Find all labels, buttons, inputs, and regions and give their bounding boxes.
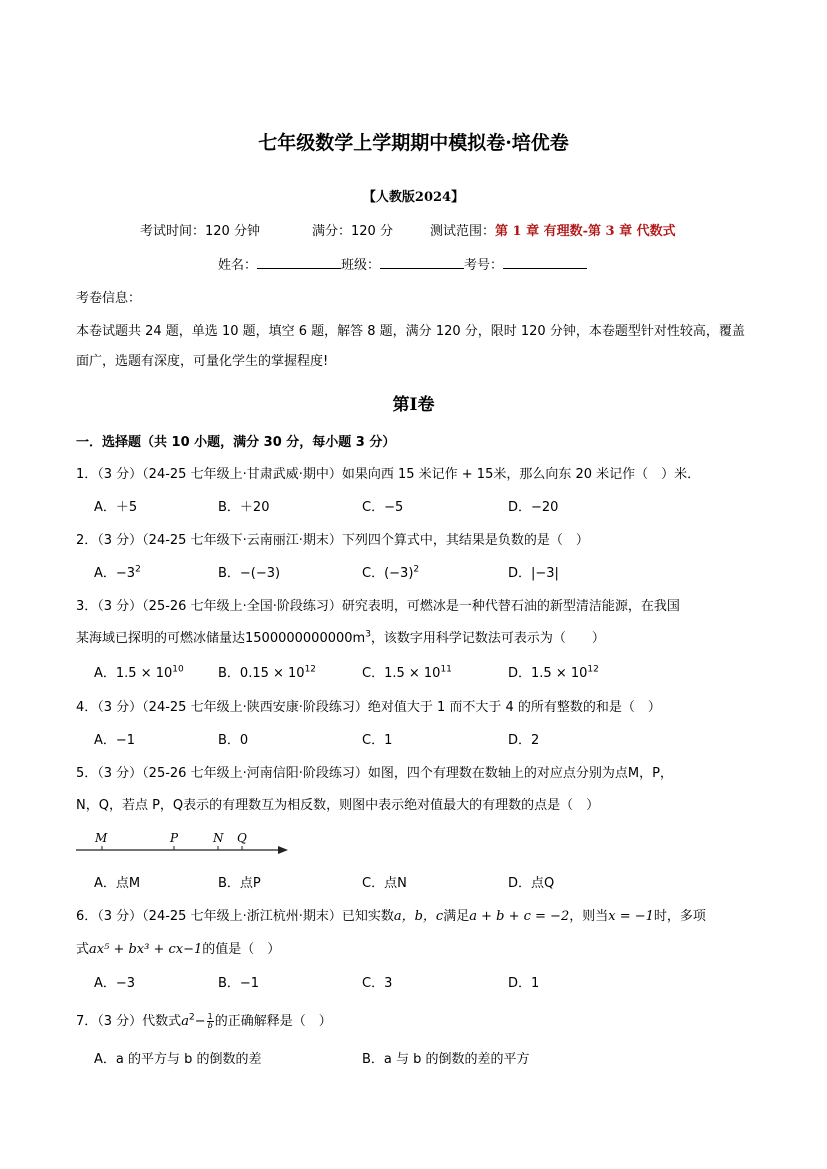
q5-option-c: C．点N xyxy=(362,876,407,891)
question-6-stem-line1: 6．（3 分）（24-25 七年级上·浙江杭州·期末）已知实数a，b，c满足a + b + c = −2，则当x = −1时，多项 xyxy=(76,909,706,924)
q6-option-a: A．−3 xyxy=(94,976,136,991)
edition-label: 【人教版2024】 xyxy=(362,190,465,205)
fraction-1-over-b: $\frac{1}{b}$ xyxy=(207,1012,213,1030)
question-4-stem: 4．（3 分）（24-25 七年级上·陕西安康·阶段练习）绝对值大于 1 而不大于 4 的所有整数的和是（ ） xyxy=(76,700,661,715)
q5-option-a: A．点M xyxy=(94,876,141,891)
q4-option-b: B．0 xyxy=(218,733,249,748)
q5-option-d: D．点Q xyxy=(508,876,555,891)
question-3-stem-line2: 某海域已探明的可燃冰储量达$1500000000000m^3$，该数字用科学记数法可表示为（ ） xyxy=(76,629,605,646)
full-score: 满分：120 分 xyxy=(312,224,393,239)
scope-value: 第 1 章 有理数-第 3 章 代数式 xyxy=(495,224,676,239)
q2-option-a: A．$-3^2$ xyxy=(94,564,141,581)
q6-option-c: C．3 xyxy=(362,976,393,991)
question-5-stem-line2: N，Q，若点 P，Q表示的有理数互为相反数，则图中表示绝对值最大的有理数的点是（ ） xyxy=(76,798,600,813)
q5-option-b: B．点P xyxy=(218,876,261,891)
q1-option-d: D．−20 xyxy=(508,500,559,515)
q2-option-b: B．−(−3) xyxy=(218,566,281,581)
question-3-stem-line1: 3．（3 分）（25-26 七年级上·全国·阶段练习）研究表明，可燃冰是一种代替石油的新型清洁能源，在我国 xyxy=(76,599,680,614)
exam-info-line1: 本卷试题共 24 题，单选 10 题，填空 6 题，解答 8 题，满分 120 分，限时 120 分钟，本卷题型针对性较高，覆盖 xyxy=(76,324,745,339)
q3-option-d: D．$1.5 \times 10^{12}$ xyxy=(508,664,599,681)
name-label: 姓名： xyxy=(218,258,258,273)
exam-info-line2: 面广，选题有深度，可量化学生的掌握程度! xyxy=(76,354,329,369)
label-q: Q xyxy=(237,831,247,845)
q4-option-a: A．−1 xyxy=(94,733,136,748)
part-title: 第I卷 xyxy=(392,395,435,415)
q4-option-c: C．1 xyxy=(362,733,393,748)
exam-info-label: 考卷信息： xyxy=(76,291,142,306)
q1-option-b: B．＋20 xyxy=(218,500,270,515)
number-line-arrow xyxy=(278,846,288,854)
scope-label: 测试范围： xyxy=(430,224,496,239)
q7-option-b: B．a 与 b 的倒数的差的平方 xyxy=(362,1052,530,1067)
page-title: 七年级数学上学期期中模拟卷·培优卷 xyxy=(258,132,569,154)
question-7-stem: 7．（3 分）代数式$a^2-$ $\frac{1}{b}$ 的正确解释是（ ） xyxy=(76,1012,332,1030)
question-6-stem-line2: 式ax⁵ + bx³ + cx−1的值是（ ） xyxy=(76,942,281,957)
question-5-stem-line1: 5．（3 分）（25-26 七年级上·河南信阳·阶段练习）如图，四个有理数在数轴上的对应点分别为点M，P， xyxy=(76,766,673,781)
q3-option-a: A．$1.5 \times 10^{10}$ xyxy=(94,664,184,681)
q7-option-a: A．a 的平方与 b 的倒数的差 xyxy=(94,1052,262,1067)
question-1-stem: 1．（3 分）（24-25 七年级上·甘肃武威·期中）如果向西 15 米记作 + 15米，那么向东 20 米记作（ ）米． xyxy=(76,467,701,482)
class-field[interactable] xyxy=(380,256,464,269)
class-label: 班级： xyxy=(341,258,381,273)
q4-option-d: D．2 xyxy=(508,733,540,748)
question-2-stem: 2．（3 分）（24-25 七年级下·云南丽江·期末）下列四个算式中，其结果是负数的是（ ） xyxy=(76,533,589,548)
q1-option-a: A．＋5 xyxy=(94,500,138,515)
exam-time: 考试时间：120 分钟 xyxy=(140,224,260,239)
name-field[interactable] xyxy=(257,256,341,269)
q2-option-c: C．$(-3)^2$ xyxy=(362,564,420,581)
q1-option-c: C．−5 xyxy=(362,500,404,515)
number-label: 考号： xyxy=(464,258,504,273)
number-line-figure xyxy=(70,826,300,858)
label-n: N xyxy=(213,831,224,845)
q3-option-b: B．$0.15 \times 10^{12}$ xyxy=(218,664,317,681)
test-scope xyxy=(430,220,676,239)
label-p: P xyxy=(170,831,179,845)
section-heading: 一．选择题（共 10 小题，满分 30 分，每小题 3 分） xyxy=(76,435,396,450)
q6-option-d: D．1 xyxy=(508,976,540,991)
q6-option-b: B．−1 xyxy=(218,976,260,991)
q3-option-c: C．$1.5 \times 10^{11}$ xyxy=(362,664,452,681)
q2-option-d: D．|−3| xyxy=(508,566,559,581)
student-info-row xyxy=(218,254,587,273)
label-m: M xyxy=(95,831,108,845)
number-field[interactable] xyxy=(503,256,587,269)
